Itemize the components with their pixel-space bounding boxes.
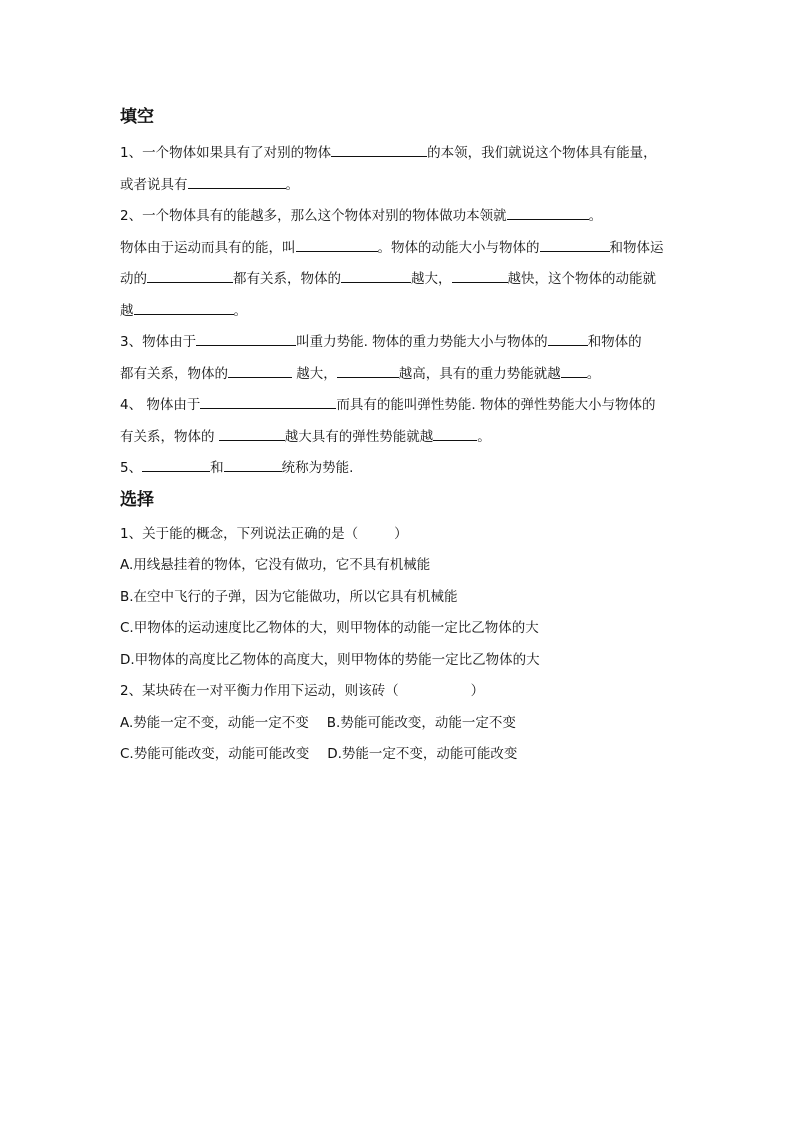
answer-blank[interactable] <box>196 332 296 346</box>
choice-q1-option-a[interactable]: A.用线悬挂着的物体，它没有做功，它不具有机械能 <box>120 557 431 573</box>
text: 叫重力势能. 物体的重力势能大小与物体的 <box>296 334 548 350</box>
choice-q2-option-c[interactable]: C.势能可能改变，动能可能改变 <box>120 746 310 762</box>
choice-heading: 选择 <box>120 489 154 510</box>
choice-q2-option-b[interactable]: B.势能可能改变，动能一定不变 <box>326 714 516 731</box>
text: 越高，具有的重力势能就越 <box>398 365 561 382</box>
text: 或者说具有 <box>120 176 188 193</box>
answer-blank[interactable] <box>540 238 610 252</box>
choice-q1-option-c[interactable]: C.甲物体的运动速度比乙物体的大，则甲物体的动能一定比乙物体的大 <box>120 620 539 636</box>
answer-blank[interactable] <box>341 269 411 283</box>
answer-blank[interactable] <box>142 458 210 472</box>
answer-blank[interactable] <box>219 427 285 441</box>
answer-blank[interactable] <box>548 332 588 346</box>
text: 越大， <box>292 365 337 382</box>
text: 5、 <box>120 460 143 476</box>
answer-blank[interactable] <box>331 143 427 157</box>
text: 。 <box>477 428 491 445</box>
text: 和 <box>210 460 224 476</box>
choice-q1 <box>120 519 680 551</box>
text: 统称为势能. <box>281 460 354 476</box>
choice-q2 <box>120 676 680 708</box>
text: 越快，这个物体的动能就 <box>507 271 656 287</box>
answer-blank[interactable] <box>507 206 589 220</box>
choice-q1-option-b[interactable]: B.在空中飞行的子弹，因为它能做功，所以它具有机械能 <box>120 588 458 605</box>
answer-blank[interactable] <box>296 238 378 252</box>
fill-q4-line1 <box>120 390 680 422</box>
question-text: 2、某块砖在一对平衡力作用下运动，则该砖（ <box>120 683 399 699</box>
fill-q4-line2 <box>120 422 680 454</box>
text: ） <box>394 525 408 542</box>
answer-blank[interactable] <box>433 427 477 441</box>
text: 越大， <box>411 271 452 287</box>
text: 。 <box>586 365 601 382</box>
question-text: 1、关于能的概念，下列说法正确的是（ <box>120 525 359 542</box>
answer-blank[interactable] <box>228 364 292 378</box>
text: 物体由于运动而具有的能，叫 <box>120 239 296 256</box>
fill-q5-line1 <box>120 453 680 485</box>
text: 和物体运 <box>609 239 664 256</box>
text: 都有关系，物体的 <box>233 271 341 287</box>
answer-blank[interactable] <box>561 364 587 378</box>
fill-q1-line2 <box>120 170 680 202</box>
text: 。 <box>233 302 247 319</box>
text: 有关系，物体的 <box>120 428 219 445</box>
fill-q2-line2 <box>120 233 680 265</box>
fill-heading: 填空 <box>120 107 154 127</box>
choice-q2-options-row2 <box>120 739 680 771</box>
text: ） <box>470 683 485 699</box>
choice-q1-option-d[interactable]: D.甲物体的高度比乙物体的高度大，则甲物体的势能一定比乙物体的大 <box>120 651 540 668</box>
answer-blank[interactable] <box>224 458 282 472</box>
choice-q2-options-row1 <box>120 708 680 740</box>
text: 1、一个物体如果具有了对别的物体 <box>120 145 332 161</box>
text: 3、物体由于 <box>120 334 197 350</box>
answer-blank[interactable] <box>337 364 399 378</box>
text: 的本领，我们就说这个物体具有能量， <box>427 145 657 161</box>
choice-q2-option-a[interactable]: A.势能一定不变，动能一定不变 <box>120 714 309 731</box>
fill-q2-line1 <box>120 201 680 233</box>
text: 都有关系，物体的 <box>120 365 228 382</box>
text: 越大具有的弹性势能就越 <box>284 428 434 445</box>
text: 和物体的 <box>587 334 642 350</box>
text: 4、 物体由于 <box>120 397 201 413</box>
choice-q2-option-d[interactable]: D.势能一定不变，动能可能改变 <box>327 746 518 762</box>
text: 2、一个物体具有的能越多，那么这个物体对别的物体做功本领就 <box>120 208 507 224</box>
answer-blank[interactable] <box>147 269 233 283</box>
answer-blank[interactable] <box>188 175 286 189</box>
worksheet <box>120 100 680 771</box>
fill-q2-line3 <box>120 264 680 296</box>
text: 动的 <box>120 271 147 287</box>
answer-blank[interactable] <box>452 269 508 283</box>
fill-q3-line2 <box>120 359 680 391</box>
answer-blank[interactable] <box>200 395 336 409</box>
text: 越 <box>120 302 134 319</box>
fill-q3-line1 <box>120 327 680 359</box>
fill-q1-line1 <box>120 138 680 170</box>
text: 。物体的动能大小与物体的 <box>377 239 540 256</box>
text: 而具有的能叫弹性势能. 物体的弹性势能大小与物体的 <box>336 397 656 413</box>
fill-q2-line4 <box>120 296 680 328</box>
answer-blank[interactable] <box>134 301 234 315</box>
text: 。 <box>285 176 299 193</box>
text: 。 <box>588 208 603 224</box>
